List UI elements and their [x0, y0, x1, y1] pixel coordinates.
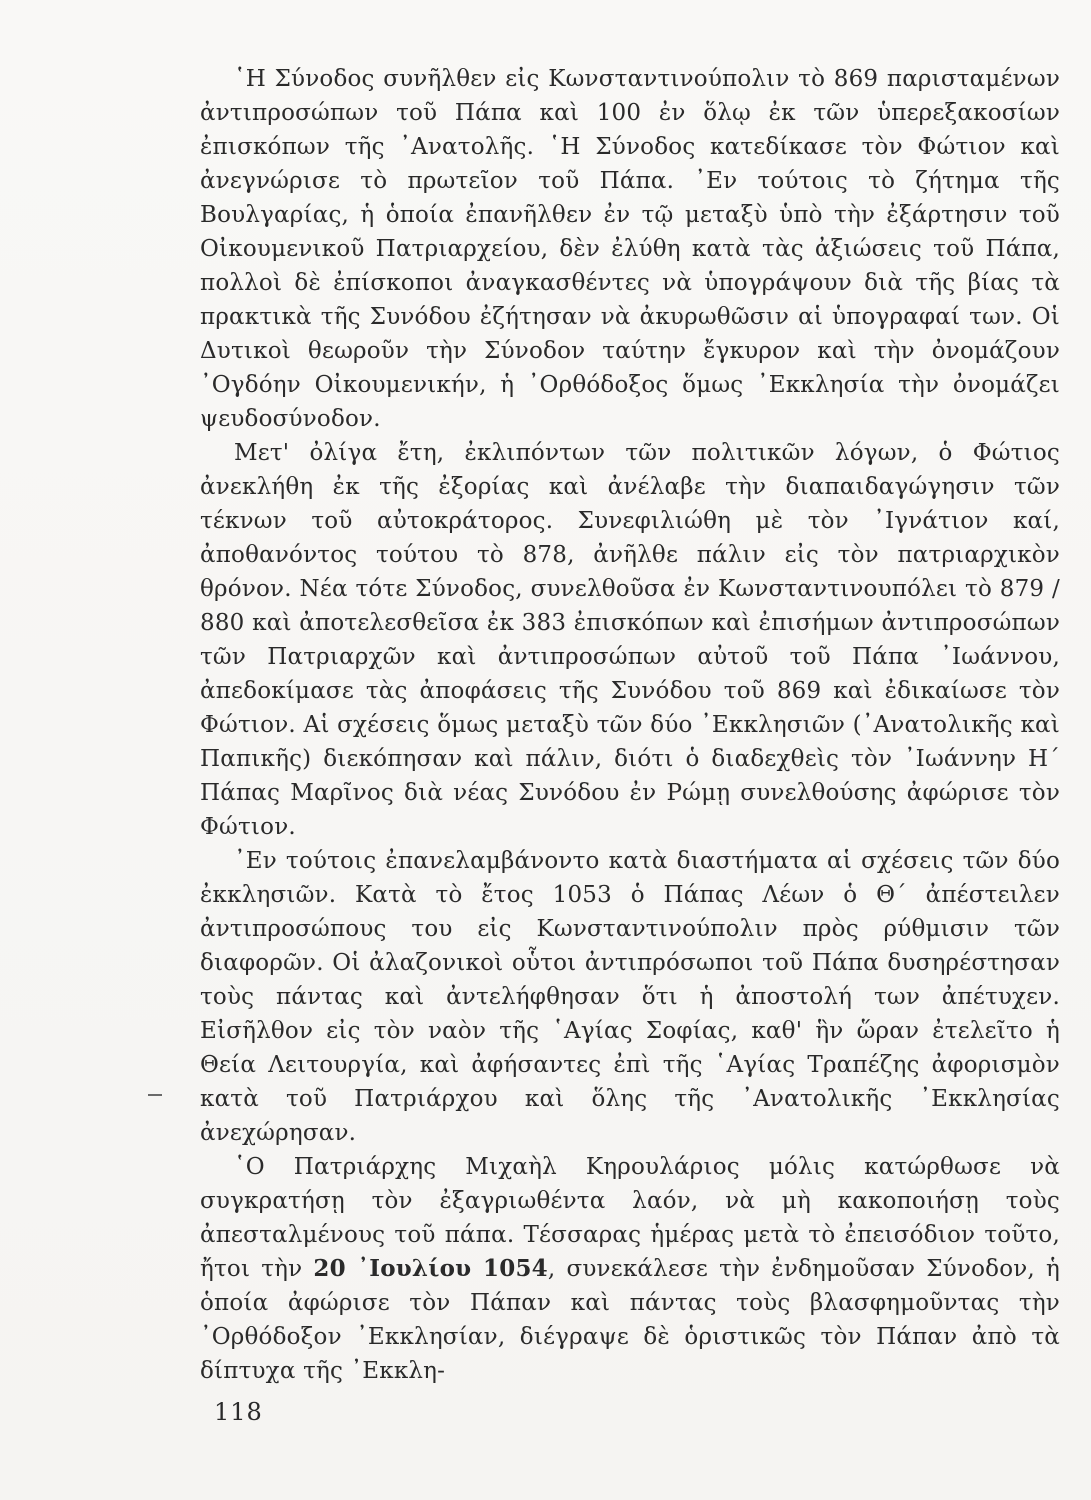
margin-pencil-mark	[148, 1094, 162, 1096]
paragraph-synod-869: ῾Η Σύνοδος συνῆλθεν εἰς Κωνσταντινούπολιν τὸ 869 παρισταμένων ἀντιπροσώπων τοῦ Πάπα καὶ 100 ἐν ὅλῳ ἐκ τῶν ὑπερεξακοσίων ἐπισκόπων τῆς ᾿Ανατολῆς. ῾Η Σύνοδος κατεδίκασε τὸν Φώτιον καὶ ἀνεγνώρισε τὸ πρωτεῖον τοῦ Πάπα. ᾿Εν τούτοις τὸ ζήτημα τῆς Βουλγαρίας, ἡ ὁποία ἐπανῆλθεν ἐν τῷ μεταξὺ ὑπὸ τὴν ἐξάρτησιν τοῦ Οἰκουμενικοῦ Πατριαρχείου, δὲν ἐλύθη κατὰ τὰς ἀξιώσεις τοῦ Πάπα, πολλοὶ δὲ ἐπίσκοποι ἀναγκασθέντες νὰ ὑπογράψουν διὰ τῆς βίας τὰ πρακτικὰ τῆς Συνόδου ἐζήτησαν νὰ ἀκυρωθῶσιν αἱ ὑπογραφαί των. Οἱ Δυτικοὶ θεωροῦν τὴν Σύνοδον ταύτην ἔγκυρον καὶ τὴν ὀνομάζουν ᾿Ογδόην Οἰκουμενικήν, ἡ ᾿Ορθόδοξος ὅμως ᾿Εκκλησία τὴν ὀνομάζει ψευδοσύνοδον.	[200, 66, 1060, 432]
page-body-text	[200, 62, 1060, 1388]
paragraph-relations-1053: ᾿Εν τούτοις ἐπανελαμβάνοντο κατὰ διαστήματα αἱ σχέσεις τῶν δύο ἐκκλησιῶν. Κατὰ τὸ ἔτος 1053 ὁ Πάπας Λέων ὁ Θ΄ ἀπέστειλεν ἀντιπροσώπους του εἰς Κωνσταντινούπολιν πρὸς ρύθμισιν τῶν διαφορῶν. Οἱ ἀλαζονικοὶ οὗτοι ἀντιπρόσωποι τοῦ Πάπα δυσηρέστησαν τοὺς πάντας καὶ ἀντελήφθησαν ὅτι ἡ ἀποστολή των ἀπέτυχεν. Εἰσῆλθον εἰς τὸν ναὸν τῆς ῾Αγίας Σοφίας, καθ' ἣν ὥραν ἐτελεῖτο ἡ Θεία Λειτουργία, καὶ ἀφήσαντες ἐπὶ τῆς ῾Αγίας Τραπέζης ἀφορισμὸν κατὰ τοῦ Πατριάρχου καὶ ὅλης τῆς ᾿Ανατολικῆς ᾿Εκκλησίας ἀνεχώρησαν.	[200, 848, 1060, 1146]
paragraph-text-after-date: , συνεκάλεσε τὴν ἐνδημοῦσαν Σύνοδον, ἡ ὁποία ἀφώρισε τὸν Πάπαν καὶ πάντας τοὺς βλασφημοῦντας τὴν ᾿Ορθόδοξον ᾿Εκκλησίαν, διέγραψε δὲ ὁριστικῶς τὸν Πάπαν ἀπὸ τὰ δίπτυχα τῆς ᾿Εκκλη-	[200, 1256, 1060, 1384]
page-number: 118	[214, 1398, 263, 1426]
bold-date: 20 ᾿Ιουλίου 1054	[313, 1255, 548, 1282]
paragraph-photius-recalled: Μετ' ὀλίγα ἔτη, ἐκλιπόντων τῶν πολιτικῶν λόγων, ὁ Φώτιος ἀνεκλήθη ἐκ τῆς ἐξορίας καὶ ἀνέλαβε τὴν διαπαιδαγώγησιν τῶν τέκνων τοῦ αὐτοκράτορος. Συνεφιλιώθη μὲ τὸν ᾿Ιγνάτιον καί, ἀποθανόντος τούτου τὸ 878, ἀνῆλθε πάλιν εἰς τὸν πατριαρχικὸν θρόνον. Νέα τότε Σύνοδος, συνελθοῦσα ἐν Κωνσταντινουπόλει τὸ 879 / 880 καὶ ἀποτελεσθεῖσα ἐκ 383 ἐπισκόπων καὶ ἐπισήμων ἀντιπροσώπων τῶν Πατριαρχῶν καὶ ἀντιπροσώπων αὐτοῦ τοῦ Πάπα ᾿Ιωάννου, ἀπεδοκίμασε τὰς ἀποφάσεις τῆς Συνόδου τοῦ 869 καὶ ἐδικαίωσε τὸν Φώτιον. Αἱ σχέσεις ὅμως μεταξὺ τῶν δύο ᾿Εκκλησιῶν (᾿Ανατολικῆς καὶ Παπικῆς) διεκόπησαν καὶ πάλιν, διότι ὁ διαδεχθεὶς τὸν ᾿Ιωάννην Η΄ Πάπας Μαρῖνος διὰ νέας Συνόδου ἐν Ρώμῃ συνελθούσης ἀφώρισε τὸν Φώτιον.	[200, 440, 1060, 840]
paragraph-kerularios	[200, 1150, 1060, 1388]
paragraph-text-before-date: ῾Ο Πατριάρχης Μιχαὴλ Κηρουλάριος μόλις κατώρθωσε νὰ συγκρατήσῃ τὸν ἐξαγριωθέντα λαόν, νὰ μὴ κακοποιήσῃ τοὺς ἀπεσταλμένους τοῦ πάπα. Τέσσαρας ἡμέρας μετὰ τὸ ἐπεισόδιον τοῦτο, ἤτοι τὴν	[200, 1154, 1060, 1282]
